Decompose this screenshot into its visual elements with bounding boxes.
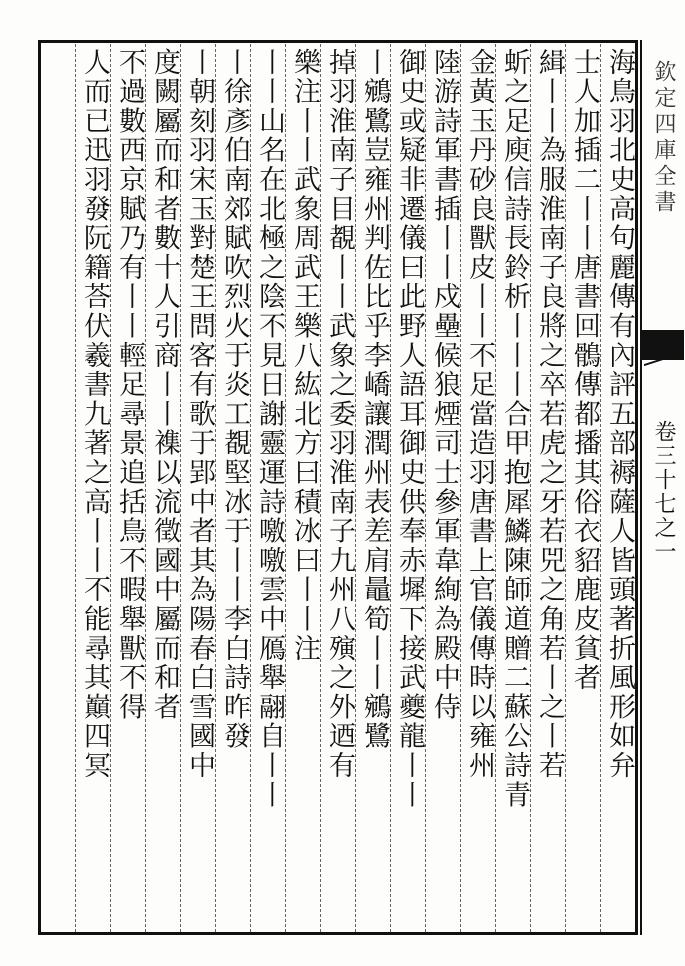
text-column-13: 丨朝刻羽宋玉對楚王問客有歌于郢中者其為陽春白雪國中 xyxy=(184,48,215,781)
margin-juan-label: 卷三十七之一 xyxy=(651,420,676,564)
text-column-7: 御史或疑非遷儀曰此野人語耳御史供奉赤墀下接武夔龍丨丨 xyxy=(394,48,425,810)
text-column-9: 掉羽淮南子目覩丨丨武象之委羽淮南子九州八殥之外迺有 xyxy=(324,48,355,781)
text-column-2: 士人加插二丨丨唐書回鶻傳都播其俗衣貂鹿皮貧者 xyxy=(569,48,600,693)
text-column-16: 人而已迅羽發阮籍荅伏羲書九著之高丨丨不能尋其巔四冥 xyxy=(79,48,110,781)
column-rule xyxy=(75,44,76,932)
text-column-5: 金黃玉丹砂良獸皮丨丨不足當造羽唐書上官儀傳時以雍州 xyxy=(464,48,495,781)
text-column-1: 海鳥羽北史高句麗傳有內評五部褥薩人皆頭著折風形如弁 xyxy=(604,48,635,781)
text-column-14: 度闕屬而和者數十人引商丨丨襍以流徵國中屬而和者 xyxy=(149,48,180,722)
text-column-15: 不過數西京賦乃有丨丨輕足尋景追括鳥不暇舉獸不得 xyxy=(114,48,145,722)
text-column-10: 樂注丨丨武象周武王樂八紘北方曰積冰曰丨丨注 xyxy=(289,48,320,664)
text-column-4: 蚚之足庾信詩長鈴析丨丨丨合甲抱犀鱗陳師道贈二蘇公詩青 xyxy=(499,48,530,810)
margin-strip xyxy=(640,40,682,935)
text-column-11: 丨丨山名在北極之陰不見日謝靈運詩噭噭雲中鴈舉翮自丨丨 xyxy=(254,48,285,810)
text-column-3: 緝丨丨為服淮南子良將之卒若虎之牙若兕之角若丨之丨若 xyxy=(534,48,565,781)
margin-book-title: 欽定四庫全書 xyxy=(651,60,676,216)
text-column-12: 丨徐彥伯南郊賦吹烈火于炎工覩堅冰于丨丨李白詩昨發 xyxy=(219,48,250,752)
text-column-6: 陸游詩軍書插丨丨戍壘候狼煙司士參軍韋絢為殿中侍 xyxy=(429,48,460,722)
text-column-8: 丨鵷鷺豈雍州判佐比乎李嶠讓潤州表差肩鼂筍丨丨鵷鷺 xyxy=(359,48,390,752)
